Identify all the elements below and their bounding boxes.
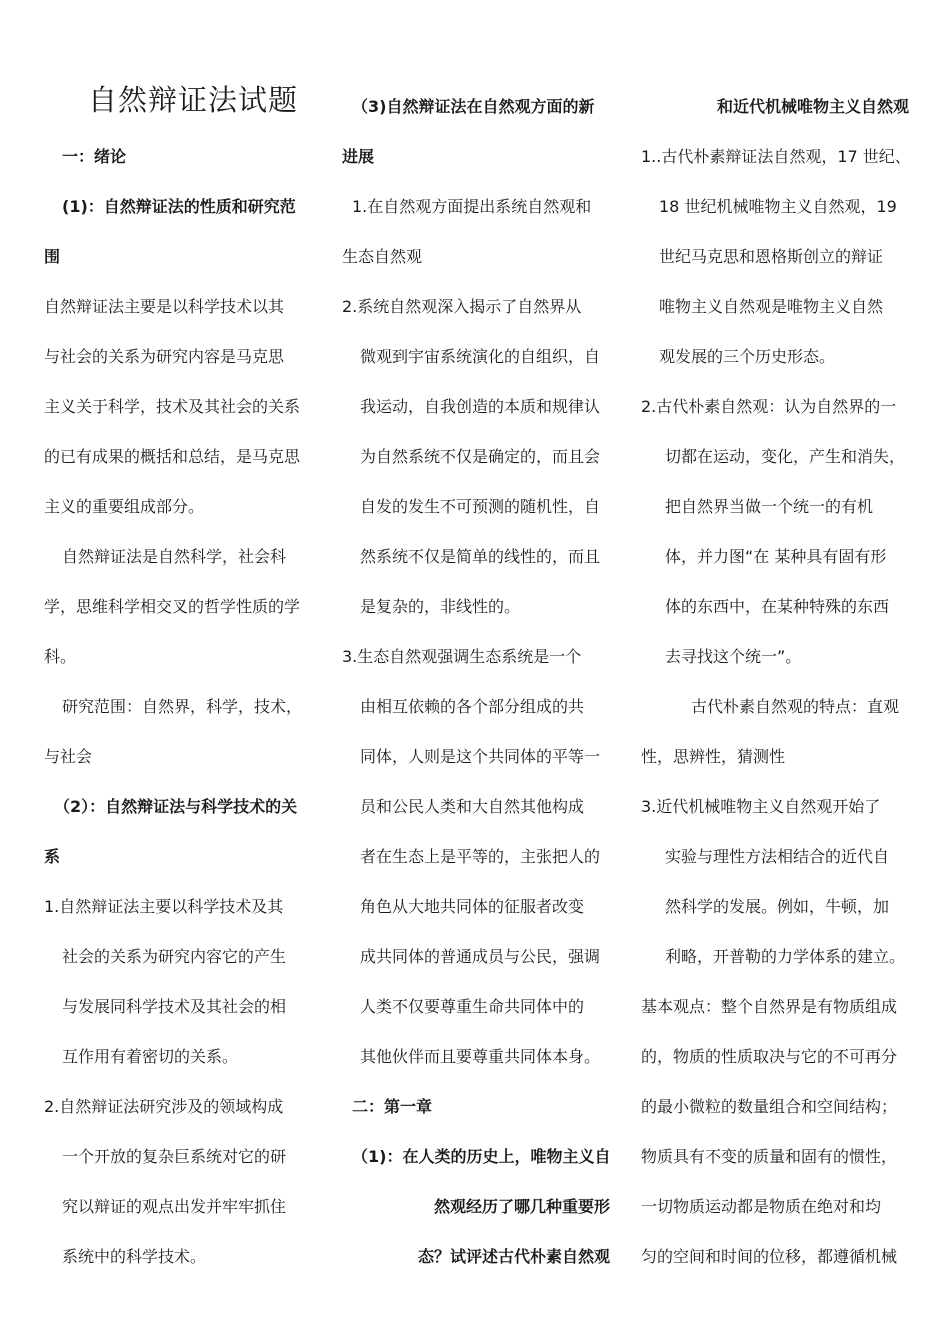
list-item-cont: 为自然系统不仅是确定的，而且会 — [360, 447, 601, 466]
list-item: 1..古代朴素辩证法自然观，17 世纪、 — [641, 147, 911, 166]
list-item-cont: 究以辩证的观点出发并牢牢抓住 — [62, 1197, 287, 1216]
list-item-cont: 人类不仅要尊重生命共同体中的 — [360, 997, 585, 1016]
paragraph-line: 主义关于科学，技术及其社会的关系 — [44, 397, 301, 416]
paragraph-line: 与社会 — [44, 747, 93, 766]
paragraph-line: 一切物质运动都是物质在绝对和均 — [641, 1197, 882, 1216]
list-item-cont: 员和公民人类和大自然其他构成 — [360, 797, 585, 816]
paragraph-line: 物质具有不变的质量和固有的惯性， — [641, 1147, 898, 1166]
list-item-cont: 然科学的发展。例如，牛顿，加 — [665, 897, 890, 916]
list-item-cont: 体的东西中，在某种特殊的东西 — [665, 597, 890, 616]
list-item-cont: 体，并力图“在 某种具有固有形 — [665, 547, 887, 566]
list-item-cont: 生态自然观 — [342, 247, 423, 266]
subsection-heading: （2）：自然辩证法与科学技术的关 — [54, 797, 298, 816]
list-item-cont: 成共同体的普通成员与公民，强调 — [360, 947, 601, 966]
list-item-cont: 我运动，自我创造的本质和规律认 — [360, 397, 601, 416]
list-item: 1.自然辩证法主要以科学技术及其 — [44, 897, 284, 916]
paragraph-line: 性，思辨性，猜测性 — [641, 747, 786, 766]
list-item-cont: 把自然界当做一个统一的有机 — [665, 497, 874, 516]
paragraph-line: 与社会的关系为研究内容是马克思 — [44, 347, 285, 366]
list-item-cont: 与发展同科学技术及其社会的相 — [62, 997, 287, 1016]
paragraph-line: 学，思维科学相交叉的哲学性质的学 — [44, 597, 301, 616]
column-1 — [44, 78, 312, 140]
list-item-cont: 其他伙伴而且要尊重共同体本身。 — [360, 1047, 601, 1066]
subsection-heading-cont: 进展 — [342, 147, 375, 166]
question-heading: （1)：在人类的历史上，唯物主义自 — [352, 1147, 611, 1166]
column-1-body — [44, 132, 312, 1282]
list-item: 2.系统自然观深入揭示了自然界从 — [342, 297, 582, 316]
question-heading-cont: 和近代机械唯物主义自然观 — [716, 97, 909, 116]
list-item: 1.在自然观方面提出系统自然观和 — [352, 197, 592, 216]
paragraph-line: 自然辩证法是自然科学，社会科 — [62, 547, 287, 566]
paragraph-line: 基本观点：整个自然界是有物质组成 — [641, 997, 898, 1016]
list-item-cont: 一个开放的复杂巨系统对它的研 — [62, 1147, 287, 1166]
list-item-cont: 由相互依赖的各个部分组成的共 — [360, 697, 585, 716]
list-item-cont: 然系统不仅是简单的线性的，而且 — [360, 547, 601, 566]
column-3 — [641, 82, 909, 1282]
section-heading: 二：第一章 — [352, 1097, 433, 1116]
list-item: 3.近代机械唯物主义自然观开始了 — [641, 797, 881, 816]
paragraph-line: 的，物质的性质取决与它的不可再分 — [641, 1047, 898, 1066]
question-heading-cont: 然观经历了哪几种重要形 — [433, 1197, 610, 1216]
subsection-heading: （3)自然辩证法在自然观方面的新 — [352, 97, 595, 116]
list-item-cont: 是复杂的，非线性的。 — [360, 597, 521, 616]
list-item-cont: 18 世纪机械唯物主义自然观，19 — [659, 197, 897, 216]
paragraph-line: 自然辩证法主要是以科学技术以其 — [44, 297, 285, 316]
list-item-cont: 自发的发生不可预测的随机性，自 — [360, 497, 601, 516]
question-heading-cont: 态？试评述古代朴素自然观 — [417, 1247, 610, 1266]
list-item-cont: 角色从大地共同体的征服者改变 — [360, 897, 585, 916]
paragraph-line: 的最小微粒的数量组合和空间结构； — [641, 1097, 898, 1116]
paragraph-line: 主义的重要组成部分。 — [44, 497, 205, 516]
paragraph-line: 古代朴素自然观的特点：直观 — [691, 697, 900, 716]
paragraph-line: 的已有成果的概括和总结，是马克思 — [44, 447, 301, 466]
list-item: 2.古代朴素自然观：认为自然界的一 — [641, 397, 897, 416]
list-item-cont: 实验与理性方法相结合的近代自 — [665, 847, 890, 866]
list-item-cont: 去寻找这个统一”。 — [665, 647, 802, 666]
paragraph-line: 匀的空间和时间的位移，都遵循机械 — [641, 1247, 898, 1266]
column-2 — [342, 82, 610, 1282]
list-item-cont: 者在生态上是平等的，主张把人的 — [360, 847, 601, 866]
list-item-cont: 社会的关系为研究内容它的产生 — [62, 947, 287, 966]
doc-title: 自然辩证法试题 — [88, 83, 299, 117]
list-item-cont: 唯物主义自然观是唯物主义自然 — [659, 297, 884, 316]
list-item-cont: 观发展的三个历史形态。 — [659, 347, 836, 366]
list-item-cont: 同体，人则是这个共同体的平等一 — [360, 747, 601, 766]
list-item-cont: 切都在运动，变化，产生和消失， — [665, 447, 906, 466]
list-item-cont: 利略，开普勒的力学体系的建立。 — [665, 947, 906, 966]
list-item-cont: 互作用有着密切的关系。 — [62, 1047, 239, 1066]
list-item: 2.自然辩证法研究涉及的领域构成 — [44, 1097, 284, 1116]
subsection-heading-cont: 系 — [44, 847, 61, 866]
subsection-heading-cont: 围 — [44, 247, 61, 266]
list-item-cont: 微观到宇宙系统演化的自组织，自 — [360, 347, 601, 366]
paragraph-line: 科。 — [44, 647, 77, 666]
list-item: 3.生态自然观强调生态系统是一个 — [342, 647, 582, 666]
section-heading: 一：绪论 — [62, 147, 127, 166]
paragraph-line: 研究范围：自然界，科学，技术， — [62, 697, 303, 716]
subsection-heading: (1)：自然辩证法的性质和研究范 — [62, 197, 296, 216]
list-item-cont: 世纪马克思和恩格斯创立的辩证 — [659, 247, 884, 266]
list-item-cont: 系统中的科学技术。 — [62, 1247, 207, 1266]
